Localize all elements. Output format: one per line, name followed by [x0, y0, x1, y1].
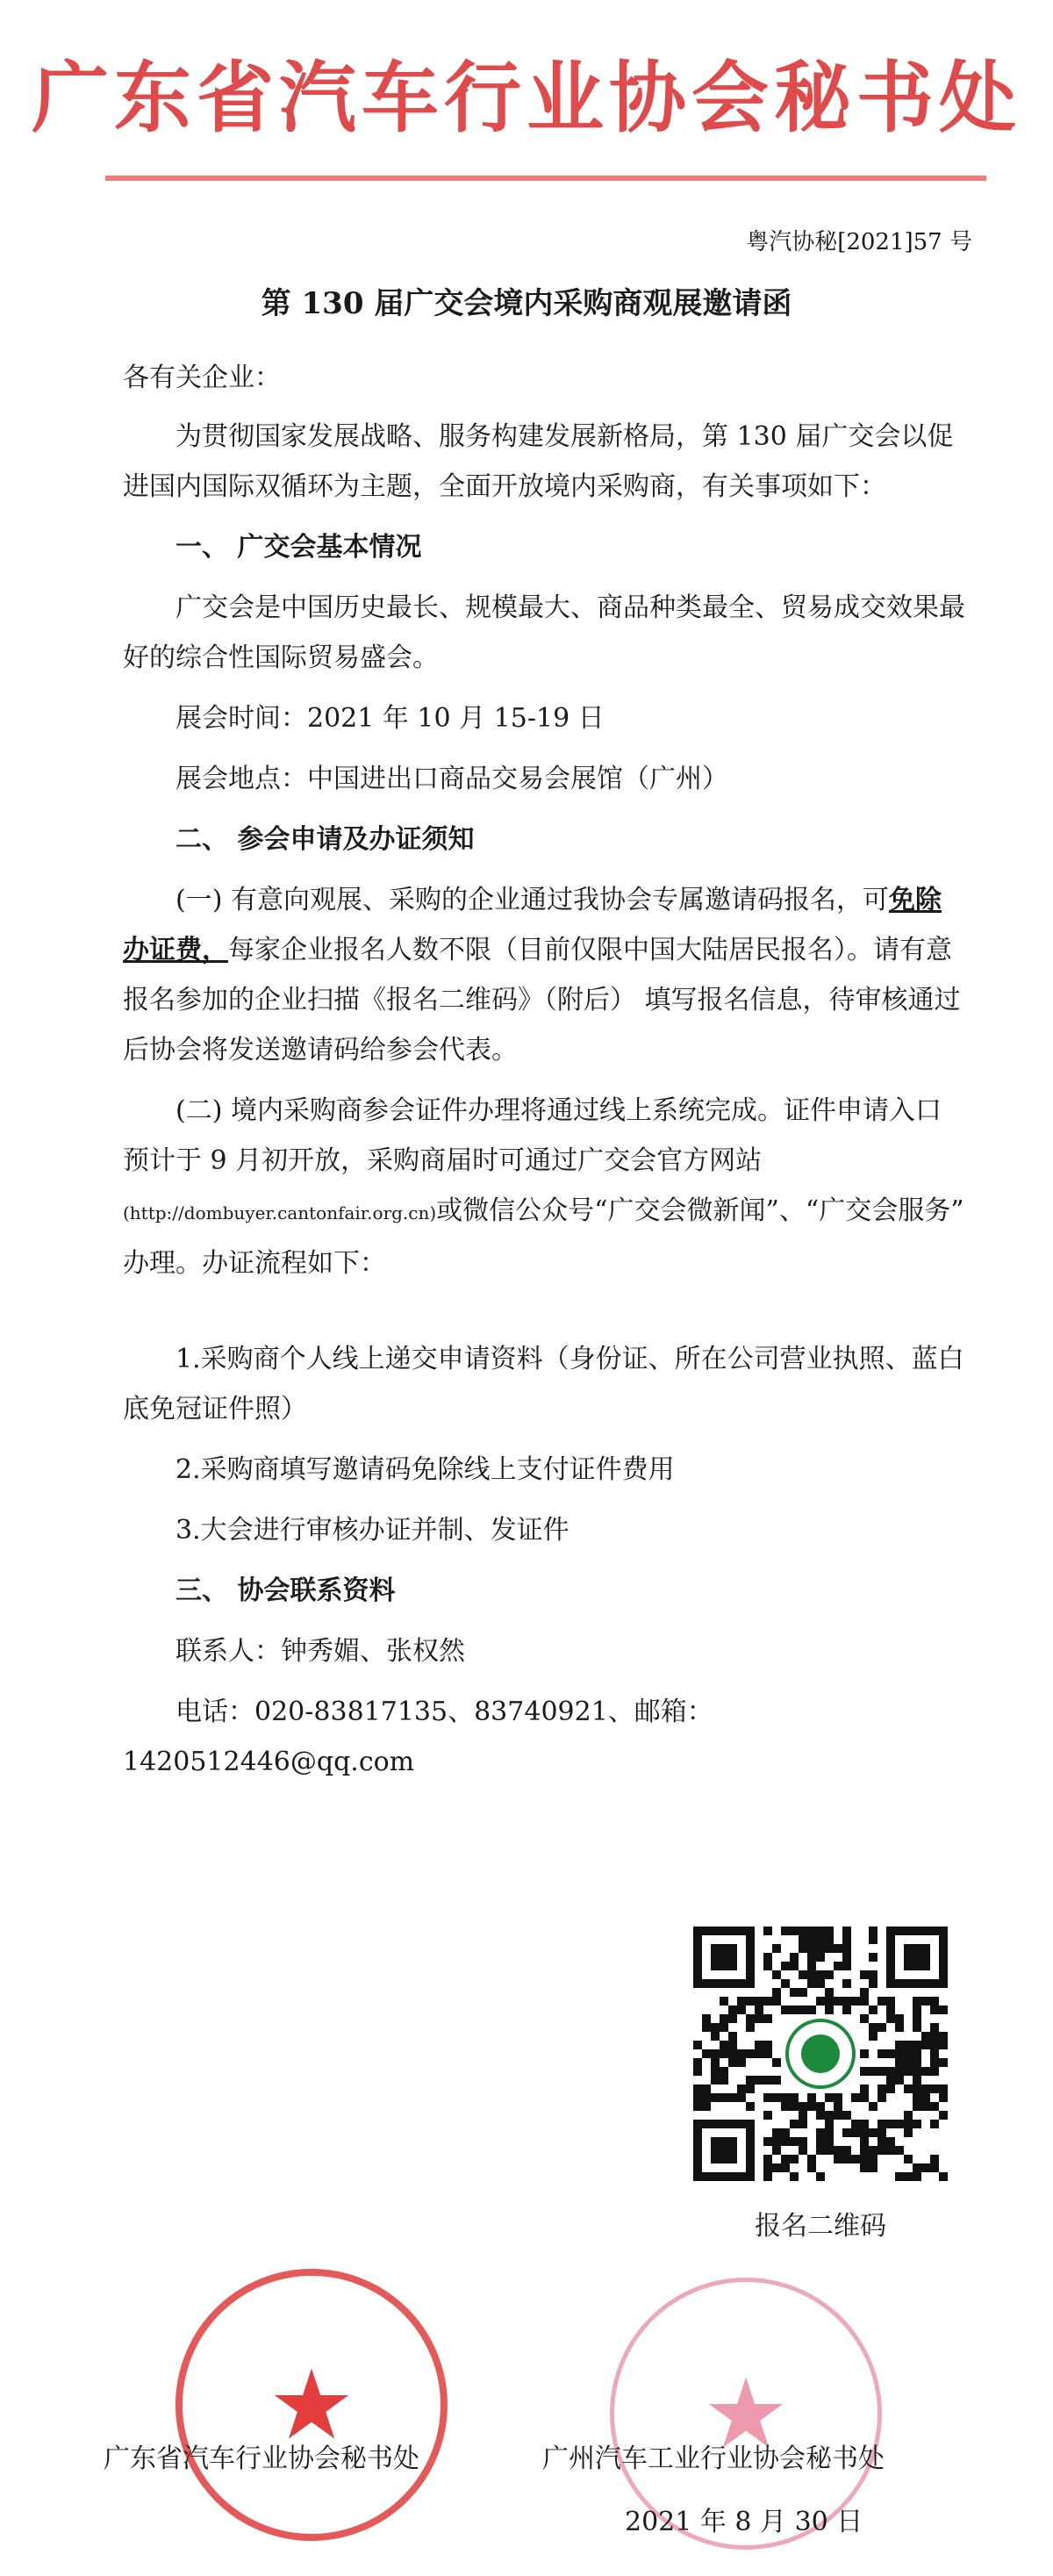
qr-caption: 报名二维码: [755, 2211, 886, 2242]
signatory-guangdong: 广东省汽车行业协会秘书处: [104, 2443, 419, 2474]
section-3-heading: 三、 协会联系资料: [176, 1575, 396, 1606]
fair-place: 展会地点：中国进出口商品交易会展馆（广州）: [176, 764, 728, 794]
letterhead-rule: [105, 176, 986, 181]
process-step-3: 3.大会进行审核办证并制、发证件: [176, 1515, 569, 1546]
fee-waiver-highlight: 免除办证费，: [123, 885, 942, 965]
item-2-text-a: (二) 境内采购商参会证件办理将通过线上系统完成。证件申请入口预计于 9 月初开放，采购商届时可通过广交会官方网站: [123, 1095, 942, 1176]
section-1-heading: 一、 广交会基本情况: [176, 532, 422, 563]
section-1-description: 广交会是中国历史最长、规模最大、商品种类最全、贸易成交效果最好的综合性国际贸易盛会。: [123, 592, 965, 673]
salutation: 各有关企业：: [123, 362, 281, 393]
item-2-text-b: 或微信公众号“广交会微新闻”、“广交会服务” 办理。办证流程如下：: [123, 1195, 964, 1279]
letterhead-title: 广东省汽车行业协会秘书处: [31, 52, 1021, 143]
contact-persons: 联系人：钟秀媚、张权然: [176, 1636, 465, 1667]
document-number: 粤汽协秘[2021]57 号: [746, 229, 972, 255]
item-1-text-b: 每家企业报名人数不限（目前仅限中国大陆居民报名）。请有意报名参加的企业扫描《报名二维码》（附后） 填写报名信息，待审核通过后协会将发送邀请码给参会代表。: [123, 935, 961, 1066]
process-step-1: 1.采购商个人线上递交申请资料（身份证、所在公司营业执照、蓝白底免冠证件照）: [123, 1344, 964, 1424]
signatory-guangzhou: 广州汽车工业行业协会秘书处: [542, 2443, 885, 2474]
registration-qr-code[interactable]: [693, 1927, 948, 2181]
section-2-heading: 二、 参会申请及办证须知: [176, 824, 475, 855]
item-1-text-a: (一) 有意向观展、采购的企业通过我协会专属邀请码报名，可: [176, 885, 889, 915]
seal-star-icon: ★: [268, 2349, 355, 2461]
registration-qr-block: [693, 1927, 948, 2242]
section-2-item-2: [123, 1086, 965, 1288]
letter-body: [123, 353, 965, 1787]
section-2-item-1: [123, 875, 965, 1075]
contact-phone-email: 电话：020-83817135、83740921、邮箱：1420512446@qq.com: [123, 1697, 713, 1777]
official-seal-guangdong: [176, 2269, 448, 2541]
seal-star-icon: ★: [702, 2357, 790, 2470]
qr-center-logo-icon: [785, 2019, 856, 2089]
official-website-url: (http://dombuyer.cantonfair.org.cn): [123, 1202, 437, 1223]
signature-date: 2021 年 8 月 30 日: [625, 2507, 863, 2537]
document-title: 第 130 届广交会境内采购商观展邀请函: [261, 286, 792, 321]
intro-paragraph: 为贯彻国家发展战略、服务构建发展新格局，第 130 届广交会以促进国内国际双循环为主题，全面开放境内采购商，有关事项如下：: [123, 421, 954, 502]
process-step-2: 2.采购商填写邀请码免除线上支付证件费用: [176, 1454, 675, 1485]
fair-time: 展会时间：2021 年 10 月 15-19 日: [176, 703, 605, 734]
